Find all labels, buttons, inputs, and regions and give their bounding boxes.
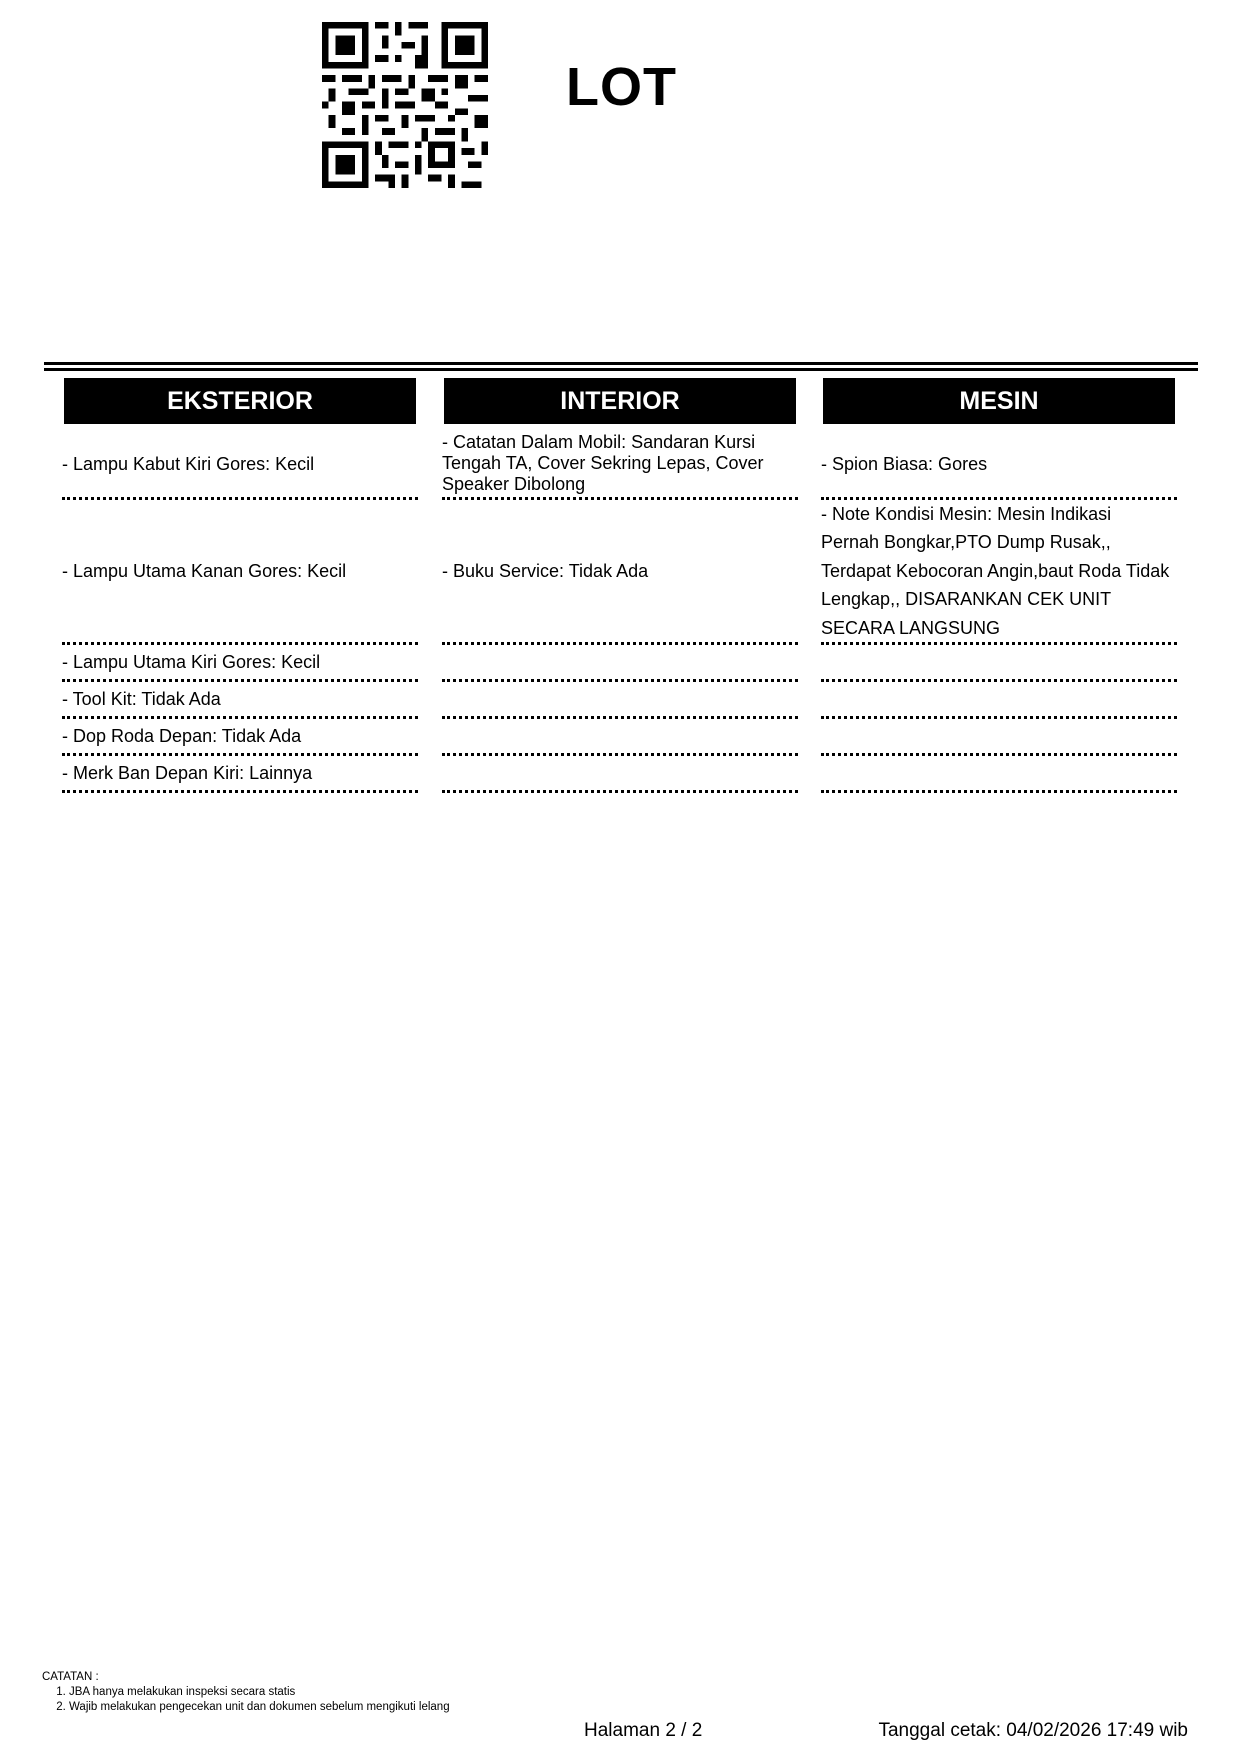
qr-code-icon <box>322 22 488 188</box>
list-item <box>442 756 798 793</box>
list-item <box>821 645 1177 682</box>
list-item: 2. Wajib melakukan pengecekan unit dan dokumen sebelum mengikuti lelang <box>69 1700 450 1715</box>
list-item <box>442 645 798 682</box>
notes-list <box>42 1685 450 1715</box>
page-number: Halaman 2 / 2 <box>584 1720 703 1741</box>
column-header-eksterior: EKSTERIOR <box>64 378 416 424</box>
list-item <box>821 682 1177 719</box>
list-item: - Dop Roda Depan: Tidak Ada <box>62 719 418 756</box>
separator-line-bottom <box>44 368 1198 371</box>
list-item: - Tool Kit: Tidak Ada <box>62 682 418 719</box>
column-header-interior: INTERIOR <box>444 378 796 424</box>
qr-code <box>322 22 488 188</box>
print-date: Tanggal cetak: 04/02/2026 17:49 wib <box>878 1720 1188 1741</box>
list-item: - Catatan Dalam Mobil: Sandaran Kursi Tengah TA, Cover Sekring Lepas, Cover Speaker Dibolong <box>442 430 798 500</box>
notes-title: CATATAN : <box>42 1671 99 1683</box>
list-item <box>442 719 798 756</box>
list-item: - Lampu Kabut Kiri Gores: Kecil <box>62 430 418 500</box>
list-item: - Merk Ban Depan Kiri: Lainnya <box>62 756 418 793</box>
column-eksterior <box>62 378 418 793</box>
list-item <box>821 756 1177 793</box>
list-item: - Spion Biasa: Gores <box>821 430 1177 500</box>
column-mesin <box>821 378 1177 793</box>
list-item <box>442 682 798 719</box>
separator-line-top <box>44 362 1198 365</box>
list-item <box>821 719 1177 756</box>
list-item: - Buku Service: Tidak Ada <box>442 500 798 645</box>
column-header-mesin: MESIN <box>823 378 1175 424</box>
list-item: - Lampu Utama Kanan Gores: Kecil <box>62 500 418 645</box>
list-item: - Lampu Utama Kiri Gores: Kecil <box>62 645 418 682</box>
notes-section <box>42 1670 450 1715</box>
column-interior <box>442 378 798 793</box>
list-item: 1. JBA hanya melakukan inspeksi secara statis <box>69 1685 450 1700</box>
list-item: - Note Kondisi Mesin: Mesin Indikasi Pernah Bongkar,PTO Dump Rusak,, Terdapat Kebocoran Angin,baut Roda Tidak Lengkap,, DISARANKAN CEK UNIT SECARA LANGSUNG <box>821 500 1177 645</box>
lot-title: LOT <box>566 57 677 117</box>
